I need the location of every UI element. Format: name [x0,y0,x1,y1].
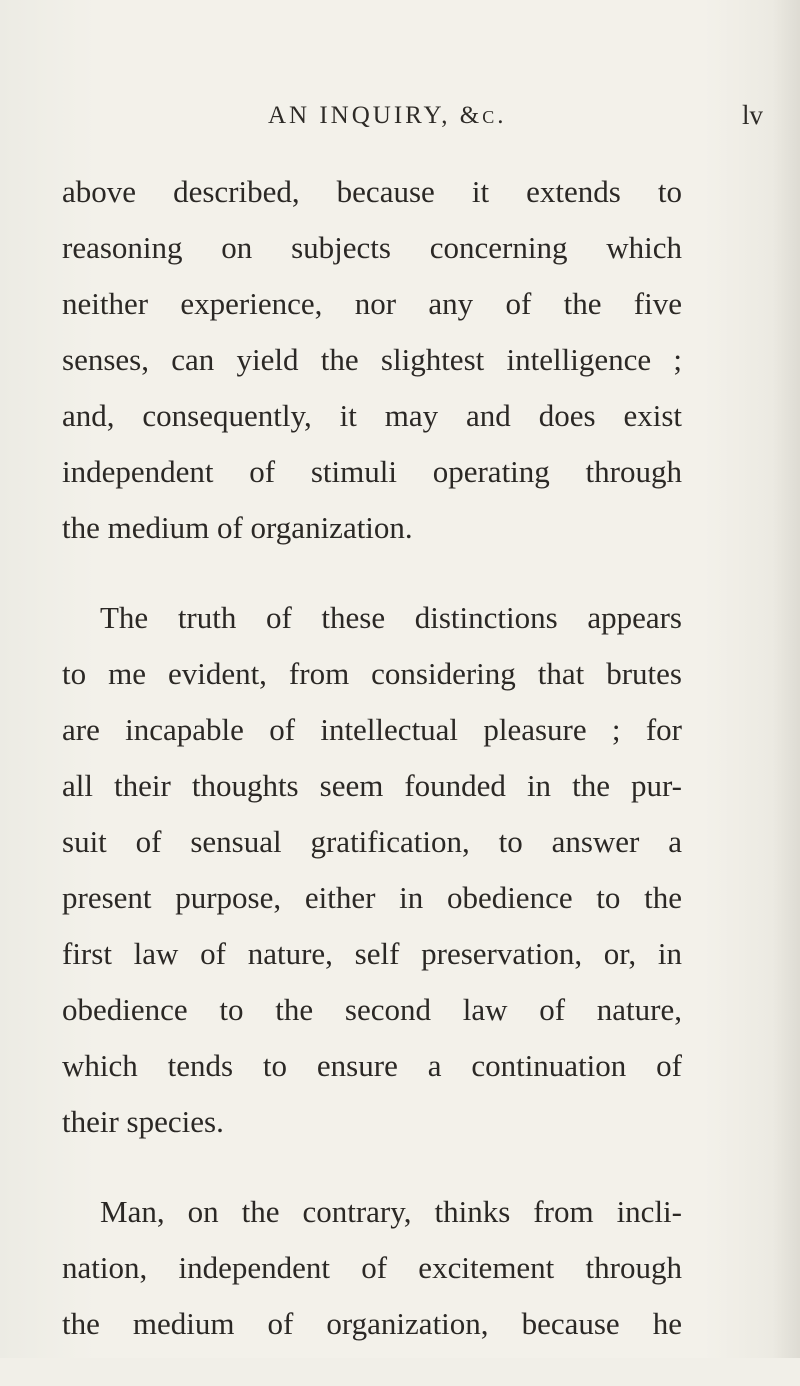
text-line: above described, because it extends to [62,174,682,209]
text-line: senses, can yield the slightest intelligence ; [62,342,682,377]
body-text [62,164,682,1386]
paragraph-2 [62,590,682,1150]
text-line: nation, independent of excitement through [62,1250,682,1285]
text-line: obedience to the second law of nature, [62,992,682,1027]
text-line: and, consequently, it may and does exist [62,398,682,433]
running-head [0,98,800,138]
text-line: Man, on the contrary, thinks from incli- [100,1194,682,1229]
page-edge-shadow [772,0,800,1358]
text-line: reasoning on subjects concerning which [62,230,682,265]
running-title: AN INQUIRY, &c. [268,102,507,129]
text-line: suit of sensual gratification, to answer a [62,824,682,859]
text-line: all their thoughts seem founded in the pur- [62,768,682,803]
text-line: their species. [62,1104,224,1139]
text-line: are incapable of intellectual pleasure ; for [62,712,682,747]
text-line: independent of stimuli operating through [62,454,682,489]
text-line: the medium of organization. [62,510,413,545]
text-line: which tends to ensure a continuation of [62,1048,682,1083]
text-line: present purpose, either in obedience to the [62,880,682,915]
paragraph-3 [62,1184,682,1352]
text-line: to me evident, from considering that brutes [62,656,682,691]
text-line: first law of nature, self preservation, or, in [62,936,682,971]
text-line: the medium of organization, because he [62,1306,682,1341]
paragraph-1 [62,164,682,556]
text-line: neither experience, nor any of the five [62,286,682,321]
page-number: lv [742,100,764,130]
text-line: The truth of these distinctions appears [100,600,682,635]
